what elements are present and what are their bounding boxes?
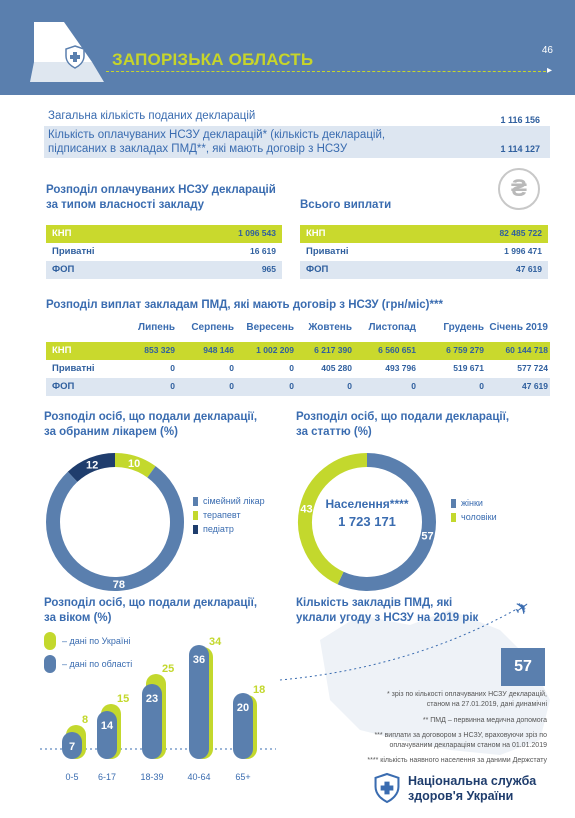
payments-row-private — [300, 243, 548, 261]
population-center — [312, 497, 422, 529]
facilities-count: 57 — [501, 648, 545, 686]
footnote-1-line2: станом на 27.01.2019, дані динамічні — [426, 701, 547, 708]
monthly-cell: 405 280 — [321, 363, 352, 373]
shield-icon — [64, 45, 86, 69]
label-oblast-0-5: 7 — [68, 741, 76, 753]
month-header: Серпень — [191, 322, 234, 333]
population-label: Населення**** — [325, 497, 409, 511]
monthly-cell: 0 — [411, 381, 416, 391]
month-header: Грудень — [443, 322, 484, 333]
age-category-label: 0-5 — [65, 772, 79, 782]
label-oblast-6-17: 14 — [100, 720, 114, 732]
facilities-title-line1: Кількість закладів ПМД, які — [296, 597, 453, 609]
payments-row-label: Приватні — [306, 246, 349, 257]
doctor-chart-title-line2: за обраним лікарем (%) — [44, 426, 178, 438]
label-ukraine-65+: 18 — [253, 684, 266, 696]
legend-therapist — [193, 510, 241, 520]
month-header: Жовтень — [308, 322, 352, 333]
payments-row-label: КНП — [306, 228, 326, 239]
ownership-row-label: ФОП — [52, 264, 75, 275]
slice-therapist-label: 10 — [128, 458, 141, 471]
monthly-cell: 0 — [229, 381, 234, 391]
doctor-chart-title-line1: Розподіл осіб, що подали декларації, — [44, 411, 258, 423]
org-name-line2: здоров'я України — [408, 789, 514, 803]
slice-family-doctor — [53, 472, 177, 584]
legend-label: терапевт — [203, 510, 241, 520]
footnote-2: ** ПМД – первинна медична допомога — [422, 717, 547, 724]
payments-row-label: ФОП — [306, 264, 329, 275]
ownership-title-line1: Розподіл оплачуваних НСЗУ декларацій — [46, 184, 276, 196]
monthly-cell: 47 619 — [522, 381, 548, 391]
page-number: 46 — [541, 45, 553, 56]
monthly-cell: 0 — [479, 381, 484, 391]
legend-label: сімейний лікар — [203, 496, 265, 506]
region-title: ЗАПОРІЗЬКА ОБЛАСТЬ — [112, 50, 314, 69]
monthly-row-label: КНП — [52, 345, 72, 356]
footnote-3-line2: оплачуваним деклараціям станом на 01.01.2019 — [389, 742, 547, 749]
monthly-cell: 6 217 390 — [314, 345, 352, 355]
label-ukraine-18-39: 25 — [162, 663, 175, 675]
footnote-1 — [387, 690, 547, 710]
gender-chart-title-line1: Розподіл осіб, що подали декларації, — [296, 411, 510, 423]
legend-ukraine: – дані по Україні — [62, 636, 131, 646]
paid-row — [44, 126, 550, 158]
monthly-cell: 948 146 — [203, 345, 234, 355]
ownership-row-knp — [46, 225, 282, 243]
header-arrow-icon: ▸ — [547, 65, 553, 76]
monthly-cell: 6 759 279 — [446, 345, 484, 355]
gender-chart-title — [296, 410, 509, 440]
doctor-donut-chart — [40, 447, 190, 597]
footnote-3 — [374, 731, 547, 751]
age-chart-title-line2: за віком (%) — [44, 612, 112, 624]
ownership-row-label: КНП — [52, 228, 72, 239]
slice-men-label: 43 — [300, 503, 313, 516]
monthly-cell: 60 144 718 — [505, 345, 548, 355]
month-header: Вересень — [246, 322, 294, 333]
monthly-row-label: Приватні — [52, 363, 95, 374]
ownership-row-value: 16 619 — [250, 246, 276, 256]
legend-pediatrician — [193, 524, 234, 534]
footnote-1-line1: * зріз по кількості оплачуваних НСЗУ декларацій, — [387, 691, 547, 698]
flight-path-graphic — [270, 595, 540, 688]
slice-family-doctor-label: 78 — [112, 578, 126, 591]
label-ukraine-6-17: 15 — [117, 693, 130, 705]
ownership-row-private — [46, 243, 282, 261]
label-ukraine-0-5: 8 — [82, 714, 89, 726]
slice-pediatrician-label: 12 — [86, 459, 99, 472]
ownership-title — [46, 183, 276, 213]
age-category-label: 6-17 — [97, 772, 117, 782]
submitted-label: Загальна кількість поданих декларацій — [48, 110, 256, 122]
monthly-title: Розподіл виплат закладам ПМД, які мають договір з НСЗУ (грн/міс)*** — [46, 299, 443, 311]
monthly-cell: 6 560 651 — [378, 345, 416, 355]
paid-value: 1 114 127 — [500, 144, 540, 154]
ownership-row-value: 1 096 543 — [238, 228, 276, 238]
header-divider — [106, 71, 546, 72]
payments-row-value: 82 485 722 — [499, 228, 542, 238]
org-name-line1: Національна служба — [408, 774, 537, 788]
nszu-logo-icon — [373, 772, 401, 804]
legend-label: педіатр — [203, 524, 234, 534]
airplane-icon: ✈ — [510, 595, 535, 621]
legend-women — [451, 498, 483, 508]
gender-chart-title-line2: за статтю (%) — [296, 426, 372, 438]
monthly-cell: 0 — [289, 363, 294, 373]
label-ukraine-40-64: 34 — [209, 636, 222, 648]
bar-oblast-6-17 — [97, 711, 117, 759]
payments-row-value: 47 619 — [516, 264, 542, 274]
legend-oblast: – дані по області — [62, 659, 133, 669]
label-oblast-65+: 20 — [236, 702, 250, 714]
payments-row-fop — [300, 261, 548, 279]
footnote-4: **** кількість наявного населення за даними Держстату — [367, 757, 547, 764]
label-oblast-18-39: 23 — [145, 693, 159, 705]
paid-label-line2: підписаних в закладах ПМД**, які мають договір з НСЗУ — [48, 143, 348, 155]
legend-men — [451, 512, 497, 522]
payments-row-knp — [300, 225, 548, 243]
age-category-label: 65+ — [235, 772, 251, 782]
monthly-cell: 493 796 — [385, 363, 416, 373]
monthly-cell: 1 002 209 — [256, 345, 294, 355]
total-payments-title: Всього виплати — [300, 199, 392, 211]
label-oblast-40-64: 36 — [192, 654, 206, 666]
monthly-row-label: ФОП — [52, 381, 75, 392]
age-category-label: 40-64 — [187, 772, 211, 782]
monthly-cell: 0 — [170, 363, 175, 373]
hryvnia-icon: ₴ — [498, 168, 540, 210]
month-header: Листопад — [368, 322, 416, 333]
payments-row-value: 1 996 471 — [504, 246, 542, 256]
ownership-row-label: Приватні — [52, 246, 95, 257]
submitted-value: 1 116 156 — [500, 115, 540, 125]
monthly-cell: 519 671 — [453, 363, 484, 373]
monthly-cell: 853 329 — [144, 345, 175, 355]
ownership-row-value: 965 — [261, 264, 276, 274]
month-header: Липень — [138, 322, 175, 333]
monthly-cell: 577 724 — [517, 363, 548, 373]
legend-label: чоловіки — [461, 512, 497, 522]
age-category-label: 18-39 — [140, 772, 164, 782]
legend-label: жінки — [461, 498, 483, 508]
monthly-cell: 0 — [347, 381, 352, 391]
submitted-row — [44, 107, 550, 127]
monthly-cell: 0 — [229, 363, 234, 373]
doctor-chart-title — [44, 410, 257, 440]
age-bar-chart — [40, 615, 280, 785]
month-header: Січень 2019 — [489, 322, 548, 333]
ownership-title-line2: за типом власності закладу — [46, 199, 205, 211]
monthly-cell: 0 — [170, 381, 175, 391]
monthly-cell: 0 — [289, 381, 294, 391]
facilities-title-line2: уклали угоду з НСЗУ на 2019 рік — [296, 612, 479, 624]
population-value: 1 723 171 — [338, 514, 396, 529]
age-chart-title-line1: Розподіл осіб, що подали декларації, — [44, 597, 258, 609]
org-name — [408, 774, 536, 804]
slice-women-label: 57 — [421, 530, 434, 543]
paid-label-line1: Кількість оплачуваних НСЗУ декларацій* (кількість декларацій, — [48, 129, 386, 141]
legend-family-doctor — [193, 496, 265, 506]
footnote-3-line1: *** виплати за договором з НСЗУ, враховуючи зріз по — [374, 732, 547, 739]
ownership-row-fop — [46, 261, 282, 279]
